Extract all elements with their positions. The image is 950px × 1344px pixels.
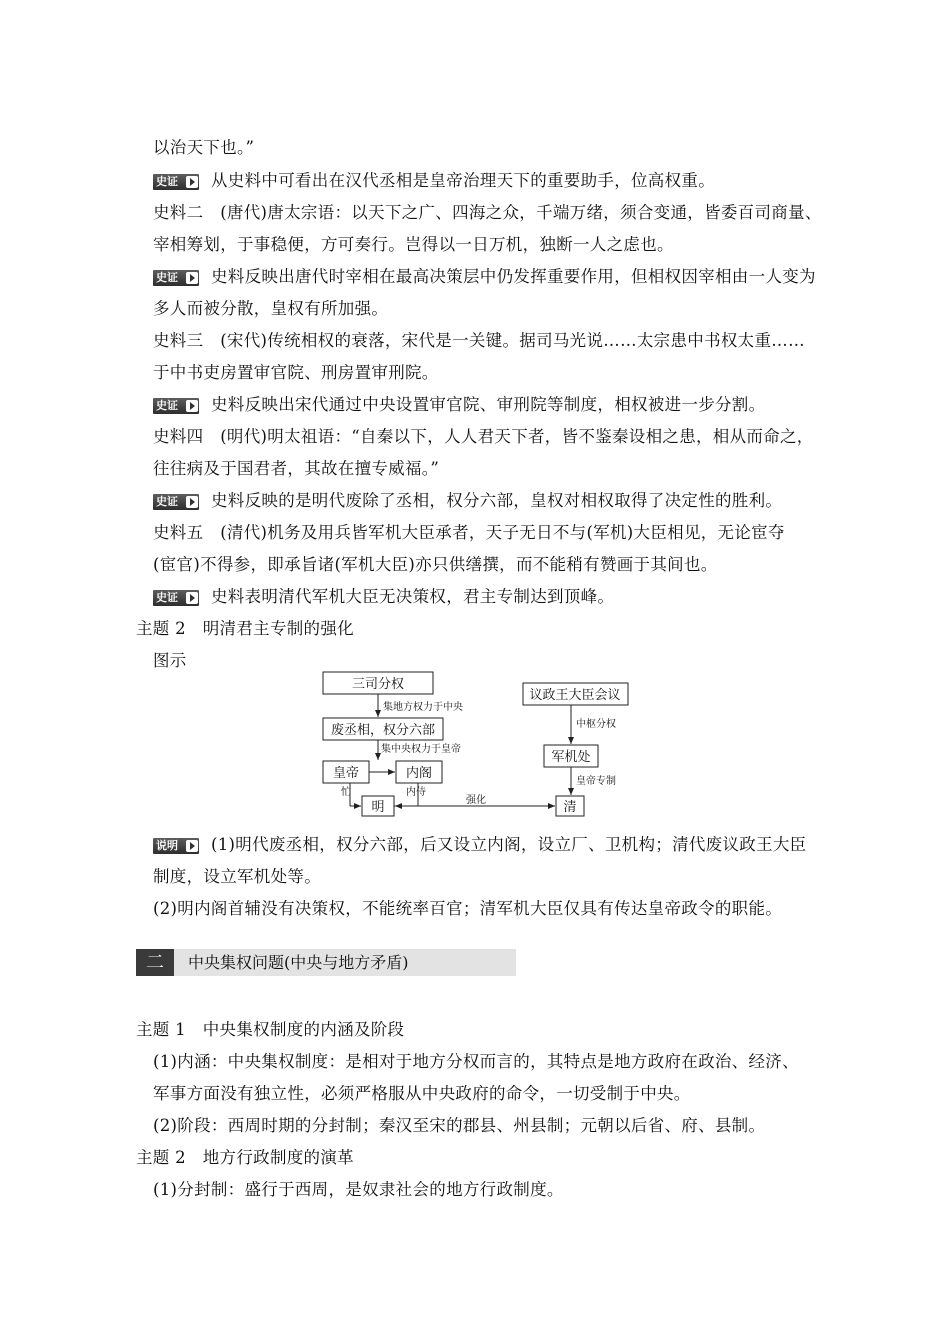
label-sansi: 三司分权 bbox=[351, 677, 405, 692]
source-text: (宦官)不得参，即承旨诸(军机大臣)亦只供缮撰，而不能稍有赞画于其间也。 bbox=[153, 555, 718, 574]
body-text: (1)分封制：盛行于西周，是奴隶社会的地方行政制度。 bbox=[153, 1180, 564, 1199]
shuoming-badge-label: 说明 bbox=[156, 839, 178, 852]
body-text: (2)阶段：西周时期的分封制；秦汉至宋的郡县、州县制；元朝以后省、府、县制。 bbox=[153, 1116, 766, 1135]
topic-heading: 主题 2 地方行政制度的演革 bbox=[136, 1148, 354, 1167]
label-junjichu: 军机处 bbox=[551, 750, 591, 765]
label-zhongshu: 中枢分权 bbox=[576, 719, 616, 730]
source-text: 宰相筹划，于事稳便，方可奏行。岂得以一日万机，独断一人之虑也。 bbox=[153, 235, 674, 254]
label-mang: 忙 bbox=[341, 787, 351, 798]
evidence-text: 多人而被分散，皇权有所加强。 bbox=[153, 299, 389, 318]
text-line: 以治天下也。” bbox=[153, 138, 255, 157]
label-huangdi: 皇帝 bbox=[332, 766, 360, 781]
source-text: 于中书吏房置审官院、刑房置审刑院。 bbox=[153, 363, 439, 382]
body-text: (1)内涵：中央集权制度：是相对于地方分权而言的，其特点是地方政府在政治、经济、 bbox=[153, 1052, 799, 1071]
shuoming-badge bbox=[153, 838, 199, 854]
evidence-text: 从史料中可看出在汉代丞相是皇帝治理天下的重要助手，位高权重。 bbox=[211, 171, 715, 190]
label-jizhongyang: 集中央权力于皇帝 bbox=[381, 744, 461, 755]
label-qing: 清 bbox=[563, 800, 577, 815]
evidence-text: 史料反映出宋代通过中央设置审官院、审刑院等制度，相权被进一步分割。 bbox=[211, 395, 766, 414]
explanation-paragraph bbox=[153, 834, 806, 856]
section-title: 中央集权问题(中央与地方矛盾) bbox=[188, 953, 409, 972]
shizheng-badge-label: 史证 bbox=[156, 495, 178, 508]
explanation-text: 制度，设立军机处等。 bbox=[153, 867, 321, 886]
shizheng-badge-label: 史证 bbox=[156, 591, 178, 604]
shizheng-badge-label: 史证 bbox=[156, 399, 178, 412]
label-yizheng: 议政王大臣会议 bbox=[529, 688, 621, 703]
source-text: 史料四 (明代)明太祖语：“自秦以下，人人君天下者，皆不鉴秦设相之患，相从而命之， bbox=[153, 427, 814, 446]
source-text: 往往病及于国君者，其故在擅专威福。” bbox=[153, 459, 440, 478]
figure-label: 图示 bbox=[153, 651, 187, 670]
shizheng-badge-label: 史证 bbox=[156, 175, 178, 188]
section-header bbox=[136, 949, 516, 976]
explanation-text: (2)明内阁首辅没有决策权，不能统率百官；清军机大臣仅具有传达皇帝政令的职能。 bbox=[153, 899, 783, 918]
label-neige: 内阁 bbox=[405, 766, 433, 781]
evidence-text: 史料反映出唐代时宰相在最高决策层中仍发挥重要作用，但相权因宰相由一人变为 bbox=[211, 267, 816, 286]
evidence-text: 史料表明清代军机大臣无决策权，君主专制达到顶峰。 bbox=[211, 587, 615, 606]
explanation-text: (1)明代废丞相，权分六部，后又设立内阁，设立厂、卫机构；清代废议政王大臣 bbox=[211, 835, 807, 854]
label-jidifang: 集地方权力于中央 bbox=[383, 702, 463, 713]
label-feicheng: 废丞相，权分六部 bbox=[330, 723, 436, 738]
topic-heading: 主题 2 明清君主专制的强化 bbox=[136, 619, 354, 638]
section-number: 二 bbox=[136, 949, 174, 976]
arrow-right-icon bbox=[186, 840, 198, 852]
shizheng-badge-label: 史证 bbox=[156, 271, 178, 284]
evidence-text: 史料反映的是明代废除了丞相，权分六部，皇权对相权取得了决定性的胜利。 bbox=[211, 491, 783, 510]
label-huangdizhuanzhi: 皇帝专制 bbox=[576, 776, 616, 787]
source-text: 史料三 (宋代)传统相权的衰落，宋代是一关键。据司马光说……太宗患中书权太重…… bbox=[153, 331, 805, 350]
topic-heading: 主题 1 中央集权制度的内涵及阶段 bbox=[136, 1020, 405, 1039]
label-neishi: 内侍 bbox=[406, 787, 426, 798]
body-text: 军事方面没有独立性，必须严格服从中央政府的命令，一切受制于中央。 bbox=[153, 1084, 691, 1103]
label-ming: 明 bbox=[371, 800, 385, 815]
source-text: 史料五 (清代)机务及用兵皆军机大臣承者，天子无日不与(军机)大臣相见，无论宦夺 bbox=[153, 523, 785, 542]
source-text: 史料二 (唐代)唐太宗语：以天下之广、四海之众，千端万绪，须合变通，皆委百司商量、 bbox=[153, 203, 822, 222]
label-qianghua: 强化 bbox=[466, 795, 486, 806]
